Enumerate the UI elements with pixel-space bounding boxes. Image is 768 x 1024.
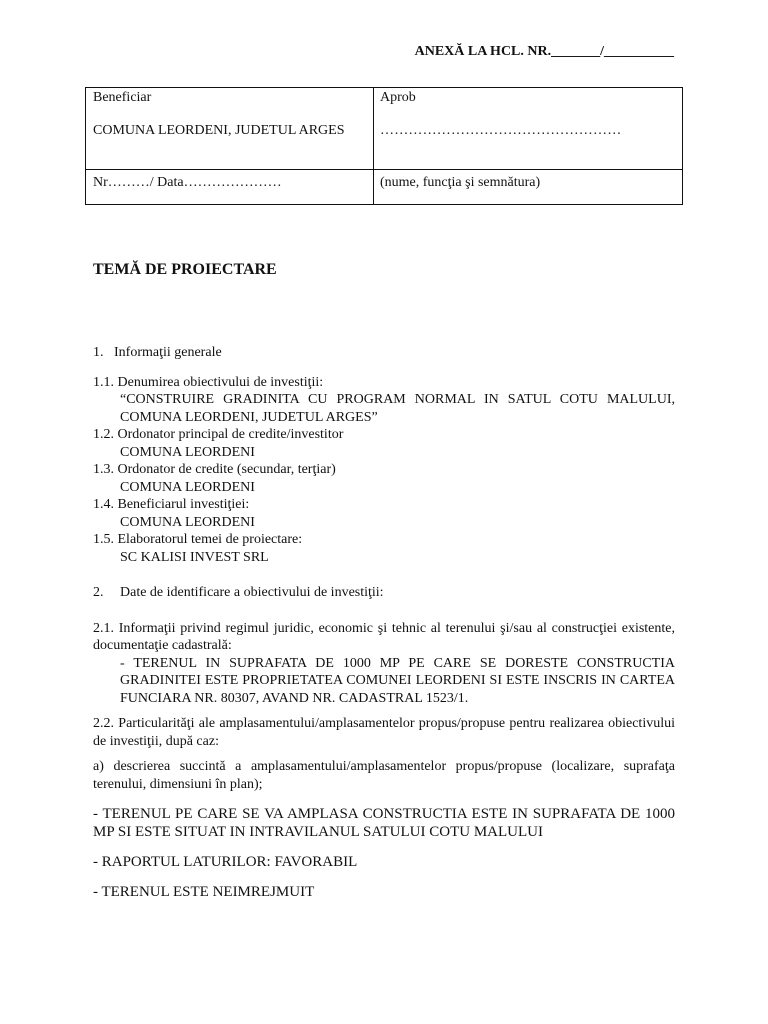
land-description: - TERENUL PE CARE SE VA AMPLASA CONSTRUCTIA ESTE IN SUPRAFATA DE 1000 MP SI ESTE SITUAT IN INTRAVILANUL SATULUI COTU MALULUI xyxy=(93,806,675,840)
section1-heading: 1. Informaţii generale xyxy=(93,345,222,360)
item-2-2-text: 2.2. Particularităţi ale amplasamentului/amplasamentelor propus/propuse pentru realizarea obiectivului de investiţii, după caz: xyxy=(93,716,675,749)
item-2-1-text: 2.1. Informaţii privind regimul juridic, economic şi tehnic al terenului şi/sau al construcţiei existente, documentaţie cadastrală: xyxy=(93,620,676,653)
document-title: TEMĂ DE PROIECTARE xyxy=(93,261,277,278)
item-1-5-value: SC KALISI INVEST SRL xyxy=(120,549,269,565)
item-1-1-value: “CONSTRUIRE GRADINITA CU PROGRAM NORMAL IN SATUL COTU MALULUI, COMUNA LEORDENI, JUDETUL ARGES” xyxy=(120,392,675,425)
item-1-4-value: COMUNA LEORDENI xyxy=(120,514,255,530)
item-2-1-value: - TERENUL IN SUPRAFATA DE 1000 MP PE CARE SE DORESTE CONSTRUCTIA GRADINITEI ESTE PROPRIETATEA COMUNEI LEORDENI SI ESTE INSCRIS IN CARTEA FUNCIARA NR. 80307, AVAND NR. CADASTRAL 1523/1. xyxy=(120,655,675,706)
beneficiary-label: Beneficiar xyxy=(93,90,152,105)
annex-reference: ANEXĂ LA HCL. NR._______/__________ xyxy=(414,44,674,59)
section2-heading: 2. Date de identificare a obiectivului de investiţii: xyxy=(93,585,384,600)
approve-signature-line: …………………………………………… xyxy=(380,123,622,138)
approval-box xyxy=(85,87,683,205)
document-body xyxy=(93,344,675,901)
item-1-4-label: 1.4. Beneficiarul investiţiei: xyxy=(93,497,250,512)
item-a-text: a) descrierea succintă a amplasamentului/amplasamentelor propus/propuse (localizare, suprafaţa terenului, dimensiuni în plan); xyxy=(93,759,675,792)
signature-hint: (nume, funcţia şi semnătura) xyxy=(380,175,541,190)
item-1-3-value: COMUNA LEORDENI xyxy=(120,479,255,495)
fence-status: - TERENUL ESTE NEIMREJMUIT xyxy=(93,884,315,900)
box-divider-horizontal xyxy=(86,169,682,170)
registration-number-date: Nr………/ Data………………… xyxy=(93,175,282,190)
sides-ratio: - RAPORTUL LATURILOR: FAVORABIL xyxy=(93,854,358,870)
approve-label: Aprob xyxy=(380,90,416,105)
item-1-1-label: 1.1. Denumirea obiectivului de investiţii: xyxy=(93,374,324,390)
box-divider-vertical xyxy=(373,88,374,204)
item-1-2-value: COMUNA LEORDENI xyxy=(120,444,255,460)
item-1-5-label: 1.5. Elaboratorul temei de proiectare: xyxy=(93,532,303,547)
item-1-3-label: 1.3. Ordonator de credite (secundar, terţiar) xyxy=(93,462,336,477)
beneficiary-value: COMUNA LEORDENI, JUDETUL ARGES xyxy=(93,123,345,138)
item-1-2-label: 1.2. Ordonator principal de credite/investitor xyxy=(93,427,344,442)
